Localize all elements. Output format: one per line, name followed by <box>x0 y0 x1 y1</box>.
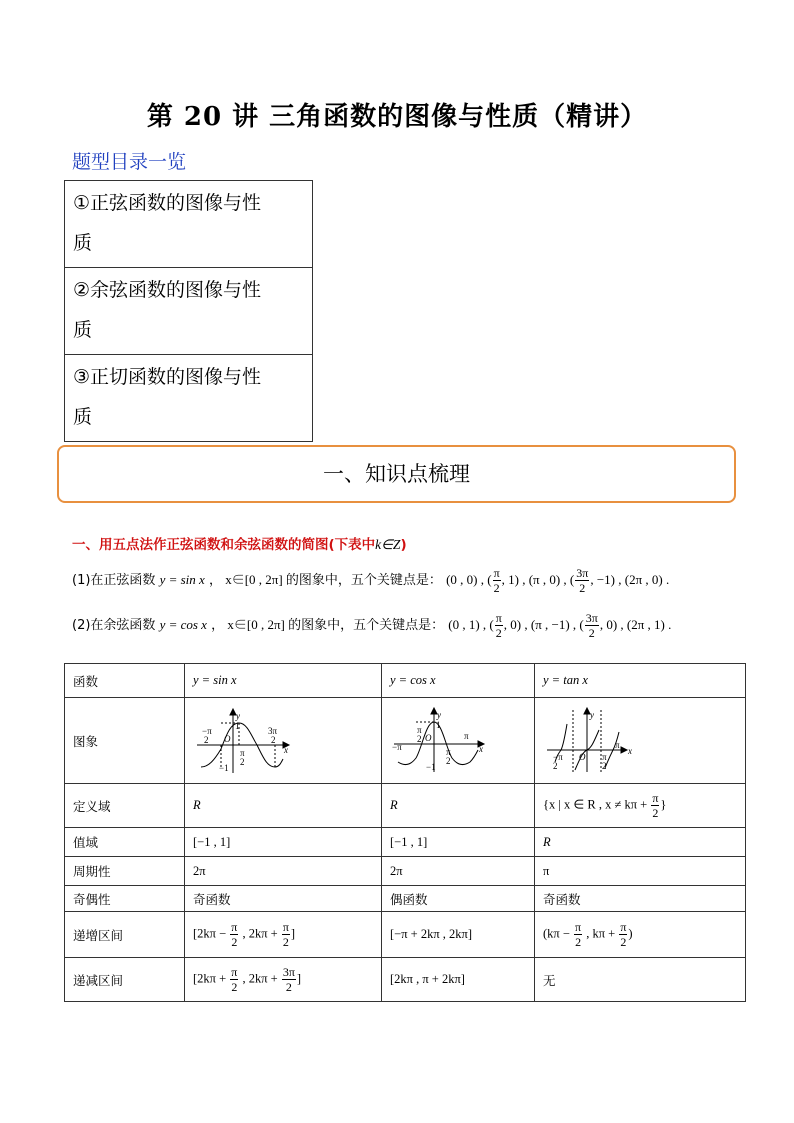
svg-text:2: 2 <box>553 760 558 771</box>
section-heading: 一、用五点法作正弦函数和余弦函数的简图(下表中k∈Z) <box>72 537 407 553</box>
svg-text:2: 2 <box>240 756 245 767</box>
sine-key-points: (1)在正弦函数 y = sin x ， x∈[0 , 2π] 的图象中，五个关键点是： (0 , 0) , ( $\frac{\pi}{2}$ , 1) , (π , 0) , ( $\frac{3\pi}{2}$ , −1) , (2π , 0) . <box>72 566 670 595</box>
svg-text:−π: −π <box>553 751 563 762</box>
svg-text:π: π <box>446 746 451 757</box>
table-row: 图象 −π 2 O y 1 π 2 3π 2 x −1 −π π 2 O y 1 π 2 π x −1 y O −π 2 π 2 π x <box>65 698 746 784</box>
table-row: 函数 y = sin x y = cos x y = tan x <box>65 664 746 698</box>
svg-text:y: y <box>236 710 240 721</box>
table-row: 定义域 R R {x | x ∈ R , x ≠ kπ + $\frac{\pi}{2}$ } <box>65 784 746 828</box>
svg-text:−1: −1 <box>426 761 436 772</box>
toc-table <box>64 180 313 442</box>
fraction: $\frac{\pi}{2}$ <box>495 611 502 640</box>
tangent-graph <box>543 706 643 776</box>
page-title: 第 20 讲 三角函数的图像与性质（精讲） <box>146 102 648 132</box>
svg-text:y: y <box>437 709 441 720</box>
cosine-graph-cell <box>382 698 535 784</box>
fraction: $\frac{\pi}{2}$ <box>493 566 500 595</box>
svg-text:π: π <box>615 739 620 750</box>
banner-label: 一、知识点梳理 <box>323 462 470 486</box>
toc-item[interactable]: ②余弦函数的图像与性 质 <box>65 268 313 355</box>
svg-text:2: 2 <box>417 733 422 744</box>
cosine-graph <box>390 706 490 776</box>
svg-text:2: 2 <box>602 760 607 771</box>
properties-table <box>64 663 746 1002</box>
svg-text:y: y <box>590 709 594 720</box>
tangent-graph-cell <box>535 698 746 784</box>
svg-text:−π: −π <box>392 741 402 752</box>
svg-text:2: 2 <box>271 734 276 745</box>
toc-item[interactable]: ③正切函数的图像与性 质 <box>65 355 313 442</box>
svg-text:π: π <box>464 730 469 741</box>
fraction: $\frac{3\pi}{2}$ <box>585 611 598 640</box>
section-banner <box>57 445 736 503</box>
svg-text:π: π <box>240 747 245 758</box>
svg-text:x: x <box>479 743 483 754</box>
table-row: 值域 [−1 , 1] [−1 , 1] R <box>65 828 746 857</box>
toc-item[interactable]: ①正弦函数的图像与性 质 <box>65 181 313 268</box>
svg-text:O: O <box>579 751 586 762</box>
svg-text:x: x <box>628 745 632 756</box>
table-row: 递减区间 [2kπ + $\frac{\pi}{2}$ , 2kπ + $\frac{3\pi}{2}$ ] [2kπ , π + 2kπ] 无 <box>65 958 746 1002</box>
svg-text:x: x <box>284 744 288 755</box>
svg-text:−π: −π <box>202 725 212 736</box>
svg-text:O: O <box>425 732 432 743</box>
fraction: $\frac{3\pi}{2}$ <box>576 566 589 595</box>
svg-text:2: 2 <box>204 734 209 745</box>
toc-heading: 题型目录一览 <box>72 151 187 173</box>
svg-text:−1: −1 <box>219 762 229 773</box>
svg-text:1: 1 <box>436 719 441 730</box>
sine-graph <box>193 707 293 777</box>
table-row: 周期性 2π 2π π <box>65 857 746 886</box>
sine-graph-cell <box>185 698 382 784</box>
svg-text:π: π <box>417 724 422 735</box>
svg-text:O: O <box>224 733 231 744</box>
svg-text:2: 2 <box>446 755 451 766</box>
svg-text:3π: 3π <box>268 725 278 736</box>
svg-text:π: π <box>602 751 607 762</box>
table-row: 递增区间 [2kπ − $\frac{\pi}{2}$ , 2kπ + $\frac{\pi}{2}$ ] [−π + 2kπ , 2kπ] (kπ − $\frac{\pi}{2}$ , kπ + $\frac{\pi}{2}$ ) <box>65 912 746 958</box>
table-row: 奇偶性 奇函数 偶函数 奇函数 <box>65 886 746 912</box>
cosine-key-points: (2)在余弦函数 y = cos x ， x∈[0 , 2π] 的图象中，五个关键点是： (0 , 1) , ( $\frac{\pi}{2}$ , 0) , (π , −1) , ( $\frac{3\pi}{2}$ , 0) , (2π , 1) . <box>72 611 672 640</box>
svg-text:1: 1 <box>235 720 240 731</box>
